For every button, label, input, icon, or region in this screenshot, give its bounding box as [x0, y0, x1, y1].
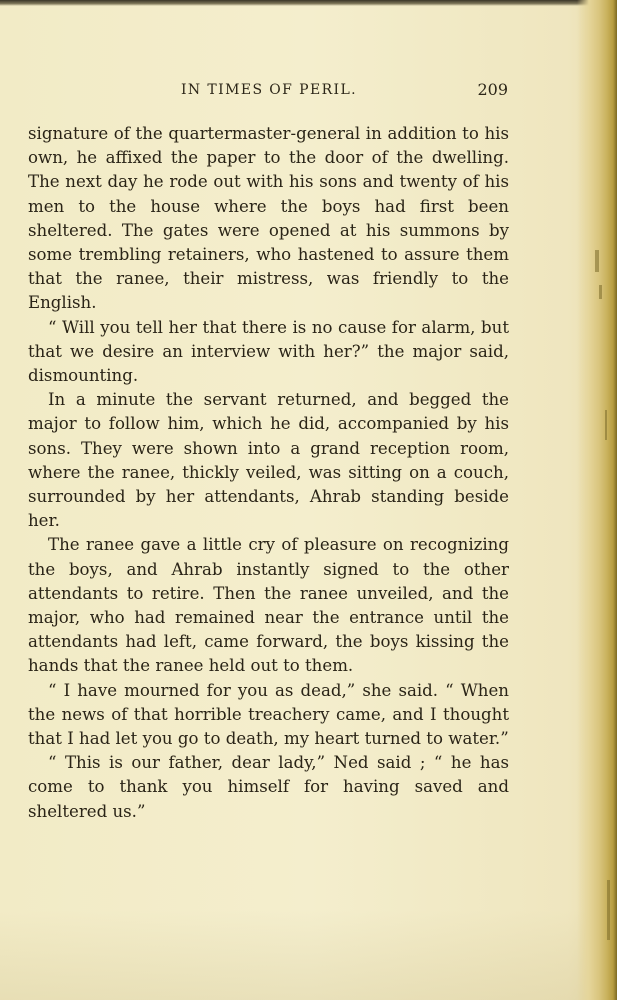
- paragraph-6: “ This is our father, dear lady,” Ned said ; “ he has come to thank you himself for having saved and sheltered us.”: [28, 753, 509, 821]
- paragraph-3: In a minute the servant returned, and begged the major to follow him, which he did, accompanied by his sons. They were shown into a grand reception room, where the ranee, thickly veiled, was sitting on a couch, surrounded by her attendants, Ahrab standing beside her.: [28, 390, 509, 531]
- paragraph-2: “ Will you tell her that there is no cause for alarm, but that we desire an interview with her?” the major said, dismounting.: [28, 317, 509, 386]
- paper-speck: [599, 285, 602, 299]
- page-bottom-shade: [0, 910, 617, 1000]
- paragraph-4: The ranee gave a little cry of pleasure on recognizing the boys, and Ahrab instantly signed to the other attendants to retire. Then the ranee unveiled, and the major, who had remained near the entrance until the attendants had left, came forward, the boys kissing the hands that the ranee held out to them.: [28, 535, 509, 676]
- paragraph-1: signature of the quartermaster-general in addition to his own, he affixed the paper to the door of the dwelling. The next day he rode out with his sons and twenty of his men to the house where the boys had first been sheltered. The gates were opened at his summons by some trembling retainers, who hastened to assure them that the ranee, their mistress, was friendly to the English.: [28, 124, 509, 313]
- paper-speck: [607, 880, 610, 940]
- running-head: [28, 79, 510, 101]
- body-text: [28, 122, 509, 824]
- page-right-edge: [577, 0, 617, 1000]
- page-top-edge: [0, 0, 617, 6]
- paragraph-5: “ I have mourned for you as dead,” she said. “ When the news of that horrible treachery came, and I thought that I had let you go to death, my heart turned to water.”: [28, 680, 509, 749]
- page-number: 209: [477, 80, 508, 99]
- paper-speck: [605, 410, 607, 440]
- running-title: IN TIMES OF PERIL.: [181, 82, 357, 98]
- paper-speck: [595, 250, 599, 272]
